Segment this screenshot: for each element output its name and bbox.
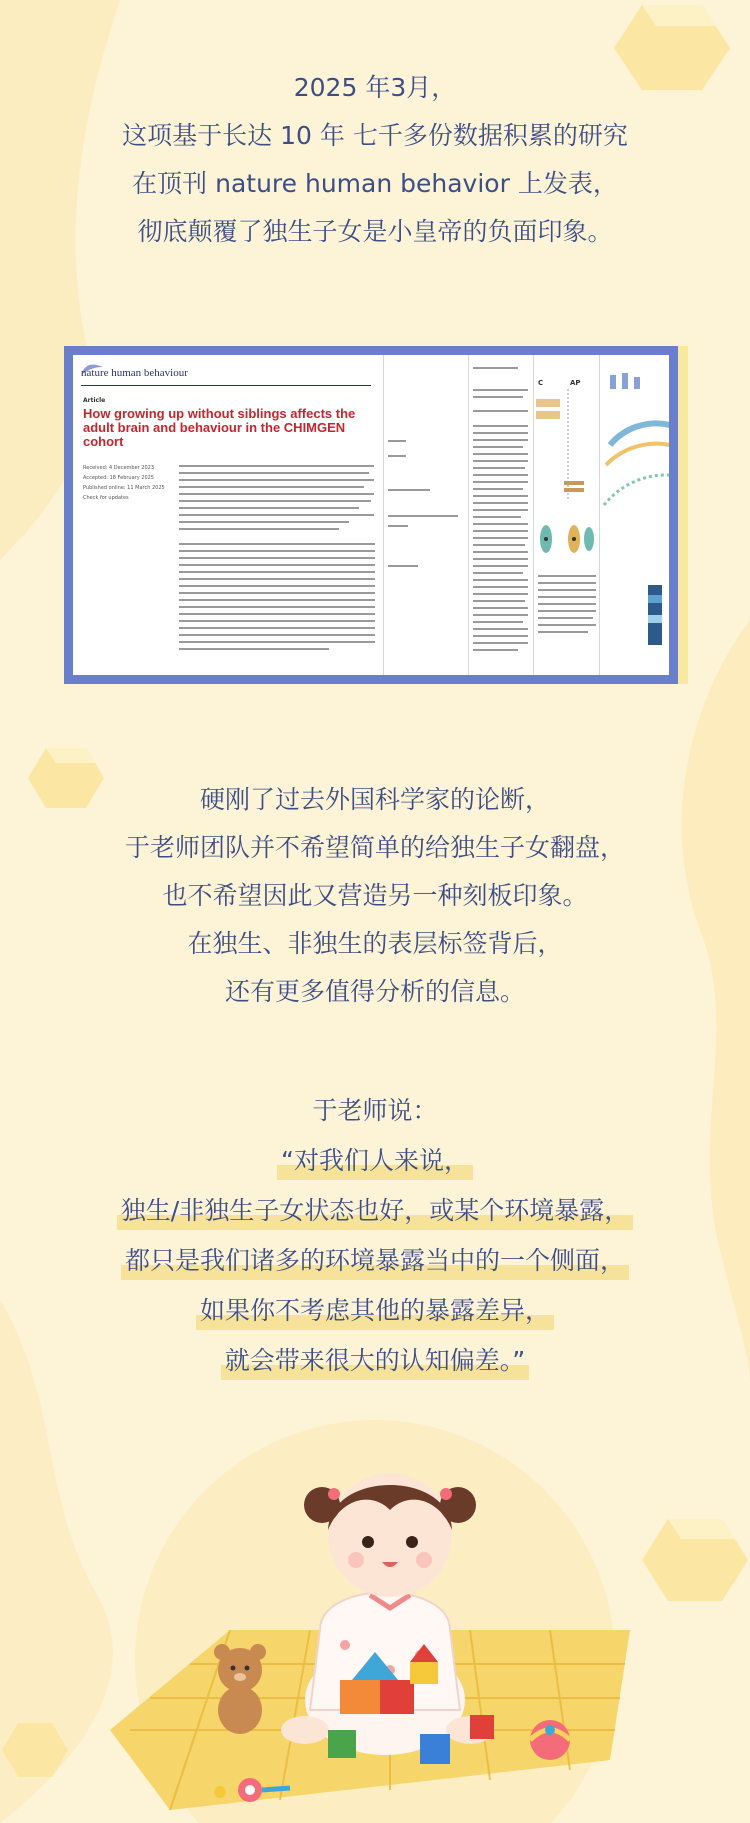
analysis-line: 在独生、非独生的表层标签背后， [187,929,563,958]
paper-figure-page-2 [599,355,669,675]
analysis-line: 于老师团队并不希望简单的给独生子女翻盘， [124,833,625,862]
article-type: Article [83,397,106,404]
paper-front-page [73,355,383,675]
received-date: Received: 4 December 2023 [83,465,155,471]
accepted-date: Accepted: 18 February 2025 [83,475,154,481]
intro-line: 彻底颠覆了独生子女是小皇帝的负面印象。 [137,217,613,246]
paper-title: How growing up without siblings affects the adult brain and behaviour in the CHIMGEN cohort [83,406,356,449]
toy-ball-icon [530,1720,570,1760]
analysis-line: 硬刚了过去外国科学家的论断， [199,785,550,814]
quote-line: 就会带来很大的认知偏差。” [221,1336,529,1386]
analysis-paragraph [0,776,750,1016]
panel-label-c: C [538,379,544,387]
quote-line: 都只是我们诸多的环境暴露当中的一个侧面， [121,1236,629,1286]
analysis-line: 也不希望因此又营造另一种刻板印象。 [162,881,588,910]
quote-line: 如果你不考虑其他的暴露差异， [196,1286,554,1336]
published-date: Published online: 11 March 2025 [83,485,165,491]
paper-screenshot [64,346,678,684]
quote-line: “对我们人来说， [277,1136,473,1186]
paper-page-2 [383,355,469,675]
quote-line: 独生/非独生子女状态也好，或某个环境暴露， [117,1186,633,1236]
quote-speaker: 于老师说： [312,1096,438,1125]
child-playing-illustration [90,1430,650,1823]
panel-label-ap: AP [570,379,581,387]
analysis-line: 还有更多值得分析的信息。 [224,977,525,1006]
paper-page-3 [468,355,534,675]
quote-block [0,1086,750,1386]
circular-figure-icon [600,365,669,655]
intro-line: 在顶刊 nature human behavior 上发表， [132,169,618,198]
paper-pages [73,355,669,675]
hexagon-decoration-bottom-left [0,1720,70,1780]
check-updates: Check for updates [83,495,129,501]
hexagon-decoration-right [640,1515,750,1605]
paper-figure-page [533,355,600,675]
intro-line: 2025 年3月， [293,73,457,102]
intro-paragraph [0,64,750,256]
intro-line: 这项基于长达 10 年 七千多份数据积累的研究 [122,121,628,150]
journal-name: nature human behaviour [81,367,188,379]
